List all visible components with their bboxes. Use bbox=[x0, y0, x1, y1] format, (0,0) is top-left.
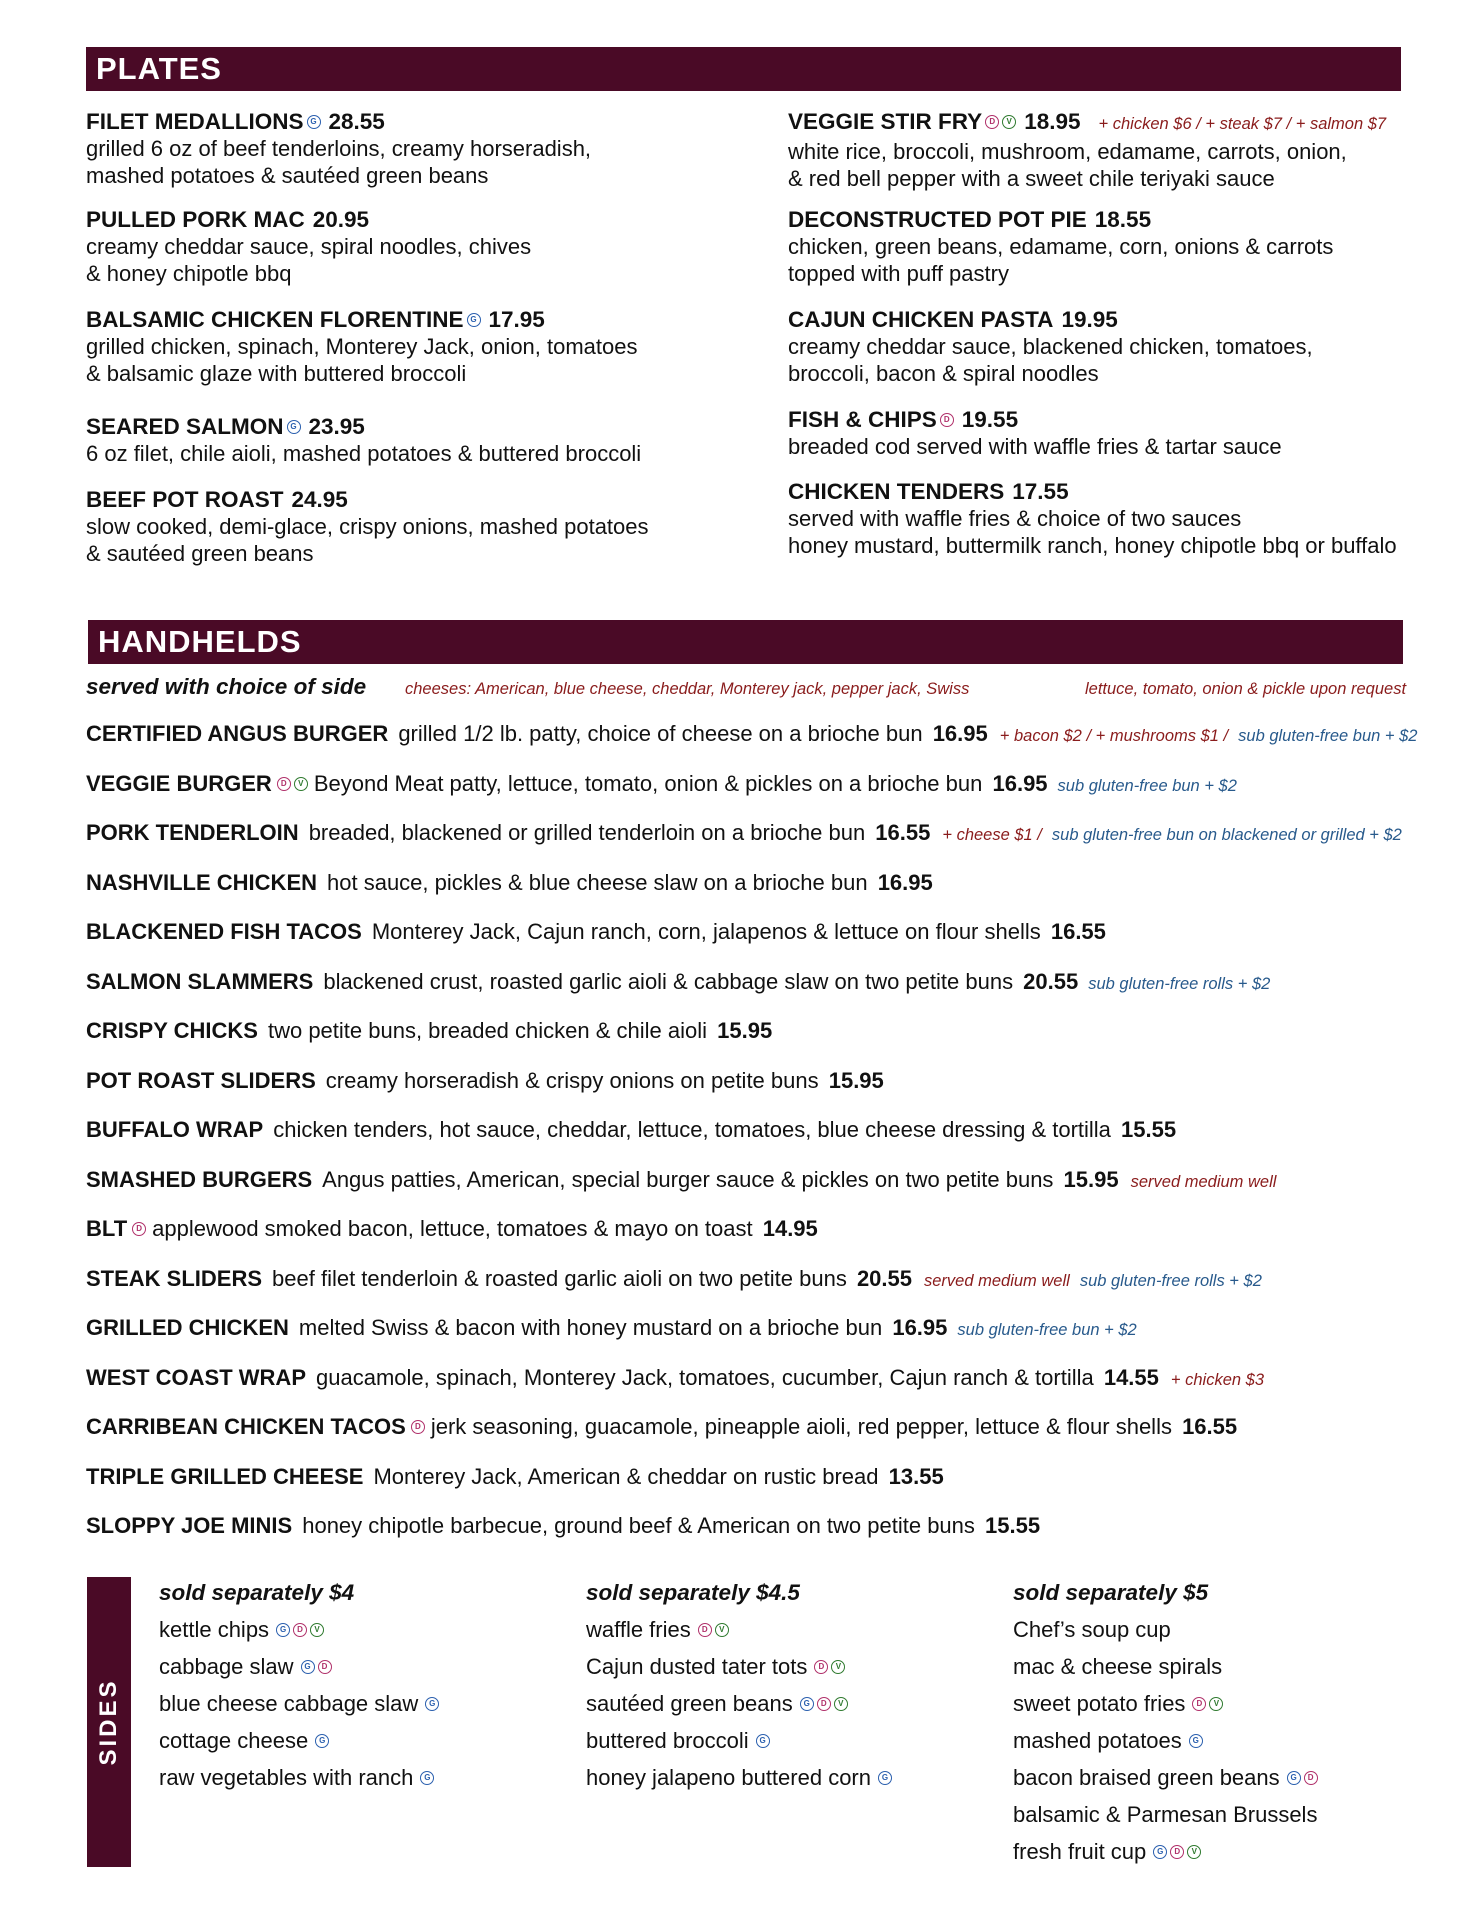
handheld-gluten-free-note: sub gluten-free bun + $2 bbox=[957, 1321, 1137, 1339]
handheld-name: VEGGIE BURGER bbox=[86, 770, 272, 796]
cheeses-note: cheeses: American, blue cheese, cheddar, Monterey jack, pepper jack, Swiss bbox=[405, 680, 970, 698]
handheld-price: 16.95 bbox=[926, 721, 988, 746]
handheld-price: 16.55 bbox=[1175, 1414, 1238, 1439]
diet-g-icon: G bbox=[1189, 1734, 1203, 1748]
side-item bbox=[586, 1759, 892, 1796]
plate-description: honey mustard, buttermilk ranch, honey chipotle bbq or buffalo bbox=[788, 533, 1397, 558]
diet-badges bbox=[298, 1654, 332, 1679]
plate-name: PULLED PORK MAC bbox=[86, 207, 305, 232]
handheld-description: creamy horseradish & crispy onions on petite buns bbox=[325, 1067, 819, 1093]
plate-description: slow cooked, demi-glace, crispy onions, mashed potatoes bbox=[86, 514, 649, 539]
handheld-description: applewood smoked bacon, lettuce, tomatoes & mayo on toast bbox=[152, 1216, 753, 1241]
handheld-name: CARRIBEAN CHICKEN TACOS bbox=[86, 1414, 406, 1439]
plate-price: 17.55 bbox=[1012, 479, 1069, 504]
handheld-name: CERTIFIED ANGUS BURGER bbox=[86, 721, 389, 746]
diet-badges bbox=[274, 771, 308, 796]
plate-item bbox=[788, 406, 1282, 460]
diet-d-icon: D bbox=[1170, 1845, 1184, 1859]
served-with-note: served with choice of side bbox=[86, 674, 367, 699]
side-item bbox=[1013, 1722, 1318, 1759]
handheld-item bbox=[86, 968, 1270, 998]
diet-d-icon: D bbox=[814, 1660, 828, 1674]
plate-item bbox=[86, 206, 531, 287]
handheld-price: 15.55 bbox=[1114, 1117, 1177, 1142]
diet-v-icon: V bbox=[294, 777, 308, 791]
diet-badges bbox=[312, 1728, 329, 1753]
diet-g-icon: G bbox=[1287, 1771, 1301, 1785]
sides-column bbox=[1013, 1574, 1318, 1870]
side-item bbox=[1013, 1611, 1318, 1648]
plate-item bbox=[788, 206, 1333, 287]
plate-description: & sautéed green beans bbox=[86, 541, 314, 566]
handheld-description: grilled 1/2 lb. patty, choice of cheese on a brioche bun bbox=[398, 721, 923, 746]
plate-description: creamy cheddar sauce, spiral noodles, chives bbox=[86, 234, 532, 259]
handheld-gluten-free-note: sub gluten-free bun on blackened or grilled + $2 bbox=[1051, 826, 1402, 844]
handheld-gluten-free-note: sub gluten-free bun + $2 bbox=[1057, 776, 1237, 795]
diet-badges bbox=[422, 1691, 439, 1716]
sides-title: SIDES bbox=[95, 1678, 122, 1766]
plate-name-line bbox=[86, 413, 641, 440]
handheld-name: WEST COAST WRAP bbox=[86, 1364, 306, 1390]
side-item-label: balsamic & Parmesan Brussels bbox=[1013, 1802, 1318, 1827]
diet-d-icon: D bbox=[1304, 1771, 1318, 1785]
side-item-label: blue cheese cabbage slaw bbox=[159, 1691, 419, 1716]
diet-badges bbox=[1284, 1765, 1318, 1790]
diet-g-icon: G bbox=[756, 1734, 770, 1748]
handheld-gluten-free-note: sub gluten-free rolls + $2 bbox=[1088, 974, 1271, 993]
diet-d-icon: D bbox=[940, 413, 954, 427]
handheld-price: 13.55 bbox=[882, 1463, 944, 1489]
side-item bbox=[1013, 1685, 1318, 1722]
plate-item bbox=[86, 486, 649, 567]
plate-price: 28.55 bbox=[328, 109, 385, 134]
plates-title: PLATES bbox=[96, 51, 222, 86]
plate-item bbox=[788, 478, 1397, 559]
diet-d-icon: D bbox=[817, 1697, 831, 1711]
plate-price: 19.95 bbox=[1061, 307, 1118, 332]
handheld-name: BLT bbox=[86, 1216, 128, 1241]
handheld-description: two petite buns, breaded chicken & chile aioli bbox=[267, 1018, 708, 1043]
handheld-name: BLACKENED FISH TACOS bbox=[86, 919, 362, 944]
handheld-item bbox=[86, 869, 933, 897]
handheld-gluten-free-note: sub gluten-free rolls + $2 bbox=[1079, 1271, 1262, 1290]
handheld-name: TRIPLE GRILLED CHEESE bbox=[86, 1463, 364, 1489]
handheld-extra: served medium well bbox=[1130, 1172, 1277, 1191]
sides-column bbox=[586, 1574, 892, 1796]
handheld-item bbox=[86, 1512, 1040, 1540]
handheld-item bbox=[86, 770, 1237, 800]
handhelds-title: HANDHELDS bbox=[98, 624, 302, 659]
side-item-label: honey jalapeno buttered corn bbox=[586, 1765, 871, 1790]
plate-price: 24.95 bbox=[291, 487, 348, 512]
plate-name-line bbox=[86, 108, 591, 135]
handheld-item bbox=[86, 1116, 1176, 1144]
plate-description: topped with puff pastry bbox=[788, 261, 1009, 286]
side-item-label: raw vegetables with ranch bbox=[159, 1765, 414, 1790]
diet-v-icon: V bbox=[834, 1697, 848, 1711]
side-item bbox=[159, 1685, 439, 1722]
sides-price-heading: sold separately $4 bbox=[159, 1580, 355, 1605]
handheld-item bbox=[86, 1067, 884, 1095]
side-item bbox=[1013, 1796, 1318, 1833]
plate-description: broccoli, bacon & spiral noodles bbox=[788, 361, 1099, 386]
plate-name-line bbox=[86, 486, 649, 513]
side-item bbox=[586, 1722, 892, 1759]
diet-d-icon: D bbox=[698, 1623, 712, 1637]
side-item-label: buttered broccoli bbox=[586, 1728, 749, 1753]
diet-v-icon: V bbox=[310, 1623, 324, 1637]
plate-description: mashed potatoes & sautéed green beans bbox=[86, 163, 489, 188]
plate-description: chicken, green beans, edamame, corn, onions & carrots bbox=[788, 234, 1334, 259]
diet-d-icon: D bbox=[411, 1420, 425, 1434]
handheld-item bbox=[86, 1463, 944, 1491]
side-item-label: sweet potato fries bbox=[1013, 1691, 1186, 1716]
diet-v-icon: V bbox=[715, 1623, 729, 1637]
plate-name-line bbox=[86, 206, 531, 233]
diet-g-icon: G bbox=[301, 1660, 315, 1674]
diet-d-icon: D bbox=[132, 1222, 146, 1236]
diet-badges bbox=[811, 1654, 845, 1679]
handheld-price: 16.95 bbox=[886, 1315, 948, 1340]
plate-price: 19.55 bbox=[961, 407, 1019, 432]
side-item bbox=[159, 1611, 439, 1648]
side-item bbox=[1013, 1648, 1318, 1685]
diet-v-icon: V bbox=[1209, 1697, 1223, 1711]
handheld-name: GRILLED CHICKEN bbox=[86, 1315, 289, 1340]
handheld-description: honey chipotle barbecue, ground beef & American on two petite buns bbox=[302, 1513, 975, 1538]
side-item bbox=[159, 1722, 439, 1759]
side-item bbox=[586, 1648, 892, 1685]
sides-price-heading: sold separately $4.5 bbox=[586, 1580, 800, 1605]
diet-v-icon: V bbox=[1002, 115, 1016, 129]
side-item-label: Cajun dusted tater tots bbox=[586, 1654, 808, 1679]
side-item bbox=[1013, 1833, 1318, 1870]
diet-g-icon: G bbox=[878, 1771, 892, 1785]
diet-badges bbox=[1189, 1691, 1223, 1716]
handheld-name: SMASHED BURGERS bbox=[86, 1166, 313, 1192]
plate-name-line bbox=[788, 108, 1386, 138]
plate-description: breaded cod served with waffle fries & tartar sauce bbox=[788, 434, 1282, 459]
handheld-item bbox=[86, 1265, 1262, 1295]
plate-item bbox=[788, 108, 1386, 192]
sides-header bbox=[87, 1577, 131, 1867]
plate-name-line bbox=[86, 306, 638, 333]
handheld-item bbox=[86, 1166, 1276, 1196]
handheld-price: 16.55 bbox=[1044, 919, 1106, 944]
handheld-extra: + chicken $3 bbox=[1170, 1370, 1264, 1389]
plate-description: grilled 6 oz of beef tenderloins, creamy horseradish, bbox=[86, 136, 592, 161]
handheld-name: POT ROAST SLIDERS bbox=[86, 1067, 316, 1093]
plate-name-line bbox=[788, 478, 1397, 505]
handheld-description: beef filet tenderloin & roasted garlic aioli on two petite buns bbox=[272, 1265, 847, 1291]
handheld-description: Beyond Meat patty, lettuce, tomato, onion & pickles on a brioche bun bbox=[313, 770, 983, 796]
handheld-description: Monterey Jack, Cajun ranch, corn, jalapenos & lettuce on flour shells bbox=[371, 919, 1041, 944]
handheld-price: 16.95 bbox=[986, 770, 1048, 796]
diet-badges bbox=[129, 1216, 146, 1241]
handheld-description: chicken tenders, hot sauce, cheddar, lettuce, tomatoes, blue cheese dressing & tortilla bbox=[273, 1117, 1111, 1142]
handheld-item bbox=[86, 819, 1402, 849]
handhelds-header bbox=[88, 620, 1403, 664]
side-item bbox=[586, 1685, 892, 1722]
diet-g-icon: G bbox=[800, 1697, 814, 1711]
handheld-price: 15.95 bbox=[822, 1067, 884, 1093]
diet-badges bbox=[1150, 1839, 1201, 1864]
handheld-description: breaded, blackened or grilled tenderloin on a brioche bun bbox=[308, 820, 866, 845]
handheld-price: 20.55 bbox=[850, 1265, 912, 1291]
plate-description: 6 oz filet, chile aioli, mashed potatoes & buttered broccoli bbox=[86, 441, 642, 466]
plate-name-line bbox=[788, 206, 1333, 233]
plate-name: FISH & CHIPS bbox=[788, 407, 937, 432]
diet-g-icon: G bbox=[1153, 1845, 1167, 1859]
handheld-extra: + cheese $1 / bbox=[942, 826, 1042, 844]
handheld-price: 14.55 bbox=[1097, 1364, 1159, 1390]
handheld-item bbox=[86, 1413, 1237, 1441]
side-item-label: Chef’s soup cup bbox=[1013, 1617, 1171, 1642]
plate-name: CAJUN CHICKEN PASTA bbox=[788, 307, 1054, 332]
plate-description: served with waffle fries & choice of two sauces bbox=[788, 506, 1242, 531]
handheld-price: 16.95 bbox=[871, 869, 933, 895]
plate-extra: + chicken $6 / + steak $7 / + salmon $7 bbox=[1098, 115, 1387, 133]
handheld-description: guacamole, spinach, Monterey Jack, tomatoes, cucumber, Cajun ranch & tortilla bbox=[316, 1364, 1094, 1390]
side-item bbox=[159, 1648, 439, 1685]
plates-header bbox=[86, 47, 1401, 91]
diet-g-icon: G bbox=[307, 115, 321, 129]
plate-item bbox=[788, 306, 1313, 387]
plate-description: creamy cheddar sauce, blackened chicken, tomatoes, bbox=[788, 334, 1313, 359]
side-item bbox=[159, 1759, 439, 1796]
handheld-name: CRISPY CHICKS bbox=[86, 1018, 258, 1043]
handheld-price: 15.55 bbox=[978, 1513, 1041, 1538]
handheld-extra: served medium well bbox=[924, 1271, 1070, 1290]
diet-d-icon: D bbox=[293, 1623, 307, 1637]
handheld-price: 15.95 bbox=[711, 1018, 773, 1043]
sides-column bbox=[159, 1574, 439, 1796]
diet-v-icon: V bbox=[831, 1660, 845, 1674]
plate-description: & honey chipotle bbq bbox=[86, 261, 292, 286]
plate-name-line bbox=[788, 306, 1313, 333]
handheld-extra: + bacon $2 / + mushrooms $1 / bbox=[999, 727, 1229, 745]
handheld-name: SLOPPY JOE MINIS bbox=[86, 1513, 293, 1538]
handheld-item bbox=[86, 918, 1106, 946]
diet-g-icon: G bbox=[420, 1771, 434, 1785]
plate-price: 18.95 bbox=[1024, 109, 1081, 134]
diet-g-icon: G bbox=[315, 1734, 329, 1748]
diet-g-icon: G bbox=[425, 1697, 439, 1711]
side-item-label: fresh fruit cup bbox=[1013, 1839, 1147, 1864]
plate-name: SEARED SALMON bbox=[86, 414, 284, 439]
handheld-item bbox=[86, 1314, 1137, 1344]
diet-badges bbox=[797, 1691, 848, 1716]
plate-item bbox=[86, 108, 591, 189]
sides-price-heading: sold separately $5 bbox=[1013, 1580, 1209, 1605]
diet-badges bbox=[753, 1728, 770, 1753]
plate-description: white rice, broccoli, mushroom, edamame, carrots, onion, bbox=[788, 139, 1347, 164]
plate-name: FILET MEDALLIONS bbox=[86, 109, 304, 134]
diet-d-icon: D bbox=[1192, 1697, 1206, 1711]
handheld-name: NASHVILLE CHICKEN bbox=[86, 869, 318, 895]
diet-badges bbox=[875, 1765, 892, 1790]
plate-name: CHICKEN TENDERS bbox=[788, 479, 1005, 504]
side-item-label: mac & cheese spirals bbox=[1013, 1654, 1223, 1679]
diet-badges bbox=[1186, 1728, 1203, 1753]
handheld-item bbox=[86, 1364, 1264, 1394]
plate-description: grilled chicken, spinach, Monterey Jack, onion, tomatoes bbox=[86, 334, 638, 359]
plate-price: 20.95 bbox=[312, 207, 370, 232]
handheld-name: STEAK SLIDERS bbox=[86, 1265, 263, 1291]
side-item-label: mashed potatoes bbox=[1013, 1728, 1182, 1753]
side-item-label: bacon braised green beans bbox=[1013, 1765, 1280, 1790]
handheld-name: SALMON SLAMMERS bbox=[86, 968, 314, 994]
side-item bbox=[586, 1611, 892, 1648]
diet-badges bbox=[417, 1765, 434, 1790]
diet-badges bbox=[695, 1617, 729, 1642]
plate-name: DECONSTRUCTED POT PIE bbox=[788, 207, 1087, 232]
handheld-price: 20.55 bbox=[1017, 968, 1079, 994]
handheld-description: Angus patties, American, special burger sauce & pickles on two petite buns bbox=[322, 1166, 1054, 1192]
diet-v-icon: V bbox=[1187, 1845, 1201, 1859]
plate-price: 23.95 bbox=[308, 414, 365, 439]
handheld-item bbox=[86, 1017, 772, 1045]
plate-name-line bbox=[788, 406, 1282, 433]
diet-d-icon: D bbox=[985, 115, 999, 129]
plate-price: 17.95 bbox=[488, 307, 545, 332]
diet-d-icon: D bbox=[318, 1660, 332, 1674]
plate-description: & red bell pepper with a sweet chile teriyaki sauce bbox=[788, 166, 1275, 191]
handheld-price: 14.95 bbox=[756, 1216, 818, 1241]
plate-description: & balsamic glaze with buttered broccoli bbox=[86, 361, 467, 386]
handheld-description: melted Swiss & bacon with honey mustard on a brioche bun bbox=[298, 1315, 883, 1340]
plate-name: VEGGIE STIR FRY bbox=[788, 109, 983, 134]
handheld-name: BUFFALO WRAP bbox=[86, 1117, 264, 1142]
handheld-item bbox=[86, 1215, 818, 1243]
handheld-item bbox=[86, 720, 1417, 750]
diet-badges bbox=[273, 1617, 324, 1642]
side-item bbox=[1013, 1759, 1318, 1796]
plate-name: BALSAMIC CHICKEN FLORENTINE bbox=[86, 307, 464, 332]
diet-g-icon: G bbox=[467, 313, 481, 327]
handheld-price: 16.55 bbox=[869, 820, 931, 845]
side-item-label: cabbage slaw bbox=[159, 1654, 294, 1679]
request-note: lettuce, tomato, onion & pickle upon request bbox=[1085, 680, 1407, 698]
handheld-description: Monterey Jack, American & cheddar on rustic bread bbox=[373, 1463, 879, 1489]
handheld-name: PORK TENDERLOIN bbox=[86, 820, 299, 845]
handheld-gluten-free-note: sub gluten-free bun + $2 bbox=[1238, 727, 1418, 745]
handheld-description: jerk seasoning, guacamole, pineapple aioli, red pepper, lettuce & flour shells bbox=[430, 1414, 1172, 1439]
side-item-label: kettle chips bbox=[159, 1617, 270, 1642]
plate-name: BEEF POT ROAST bbox=[86, 487, 284, 512]
handheld-description: hot sauce, pickles & blue cheese slaw on a brioche bun bbox=[327, 869, 868, 895]
handheld-description: blackened crust, roasted garlic aioli & cabbage slaw on two petite buns bbox=[323, 968, 1014, 994]
side-item-label: sautéed green beans bbox=[586, 1691, 793, 1716]
diet-d-icon: D bbox=[277, 777, 291, 791]
plate-item bbox=[86, 306, 638, 387]
plate-price: 18.55 bbox=[1094, 207, 1152, 232]
plate-item bbox=[86, 413, 641, 467]
side-item-label: cottage cheese bbox=[159, 1728, 309, 1753]
side-item-label: waffle fries bbox=[586, 1617, 691, 1642]
diet-badges bbox=[408, 1414, 425, 1439]
handheld-price: 15.95 bbox=[1057, 1166, 1119, 1192]
diet-g-icon: G bbox=[276, 1623, 290, 1637]
diet-g-icon: G bbox=[287, 420, 301, 434]
